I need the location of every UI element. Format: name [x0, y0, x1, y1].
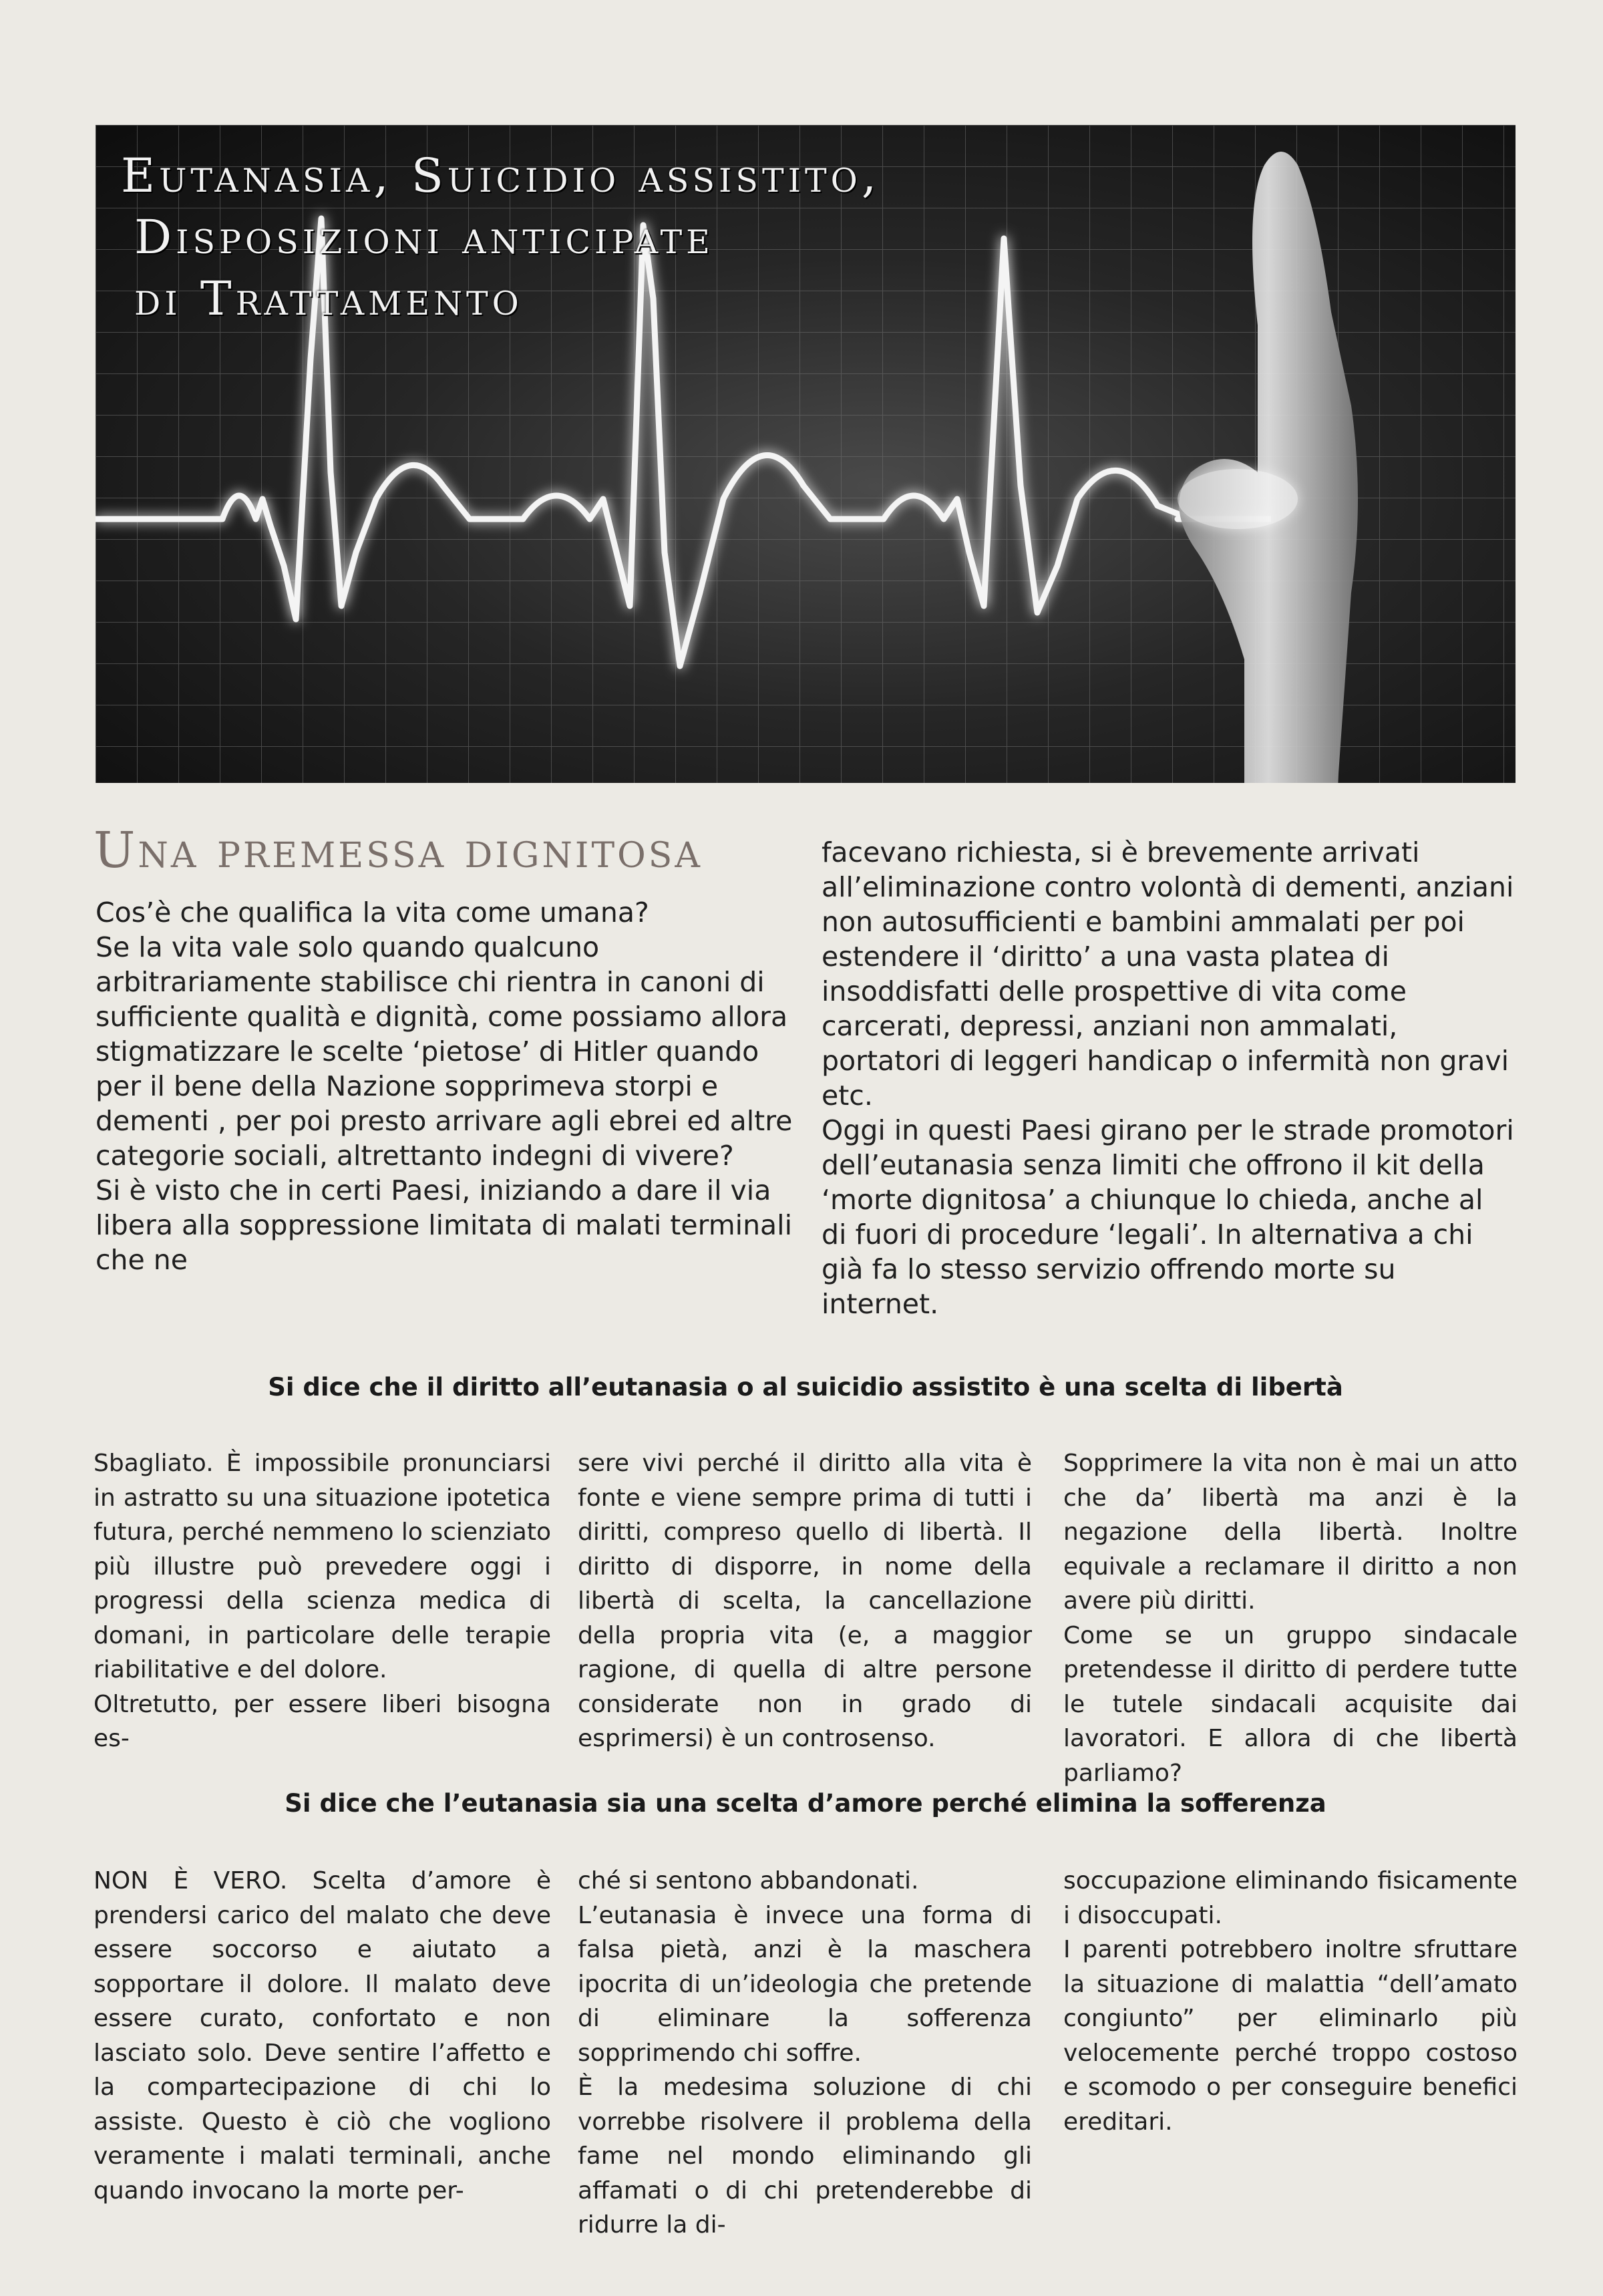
- amore-column-1: [94, 1864, 551, 2208]
- premessa-paragraph: facevano richiesta, si è brevemente arrivati all’eliminazione contro volontà di dementi, anziani non autosufficienti e bambini ammalati per poi estendere il ‘diritto’ a una vasta platea di insoddisfatti delle prospettive di vita come carcerati, depressi, anziani non ammalati, portatori di leggeri handicap o infermità non gravi etc.: [822, 836, 1514, 1112]
- premessa-paragraph: Si è visto che in certi Paesi, iniziando a dare il via libera alla soppressione limitata di malati terminali che ne: [96, 1174, 792, 1276]
- liberta-paragraph: Sopprimere la vita non è mai un atto che da’ libertà ma anzi è la negazione della libertà. Inoltre equivale a reclamare il diritto a non avere più diritti.: [1063, 1450, 1518, 1615]
- liberta-paragraph: Sbagliato. È impossibile pronunciarsi in astratto su una situazione ipotetica futura, perché nemmeno lo scienziato più illustre può prevedere oggi i progressi della scienza medica di domani, in particolare delle terapie riabilitative e del dolore.: [94, 1450, 552, 1683]
- section-amore-heading: Si dice che l’eutanasia sia una scelta d’amore perché elimina la sofferenza: [285, 1789, 1326, 1818]
- liberta-paragraph: sere vivi perché il diritto alla vita è fonte e viene sempre prima di tutti i diritti, compreso quello di libertà. Il diritto di disporre, in nome della libertà di scelta, la cancellazione della propria vita (e, a maggior ragione, di quella di altre persone considerate non in grado di esprimersi) è un controsenso.: [578, 1450, 1032, 1752]
- hero-title: [121, 145, 880, 329]
- liberta-paragraph: Oltretutto, per essere liberi bisogna es-: [94, 1690, 551, 1752]
- hero-title-line-1: Eutanasia, Suicidio assistito,: [121, 148, 881, 203]
- amore-column-2: [578, 1864, 1032, 2243]
- amore-paragraph: L’eutanasia è invece una forma di falsa pietà, anzi è la maschera ipocrita di un’ideologia che pretende di eliminare la sofferenza sopprimendo chi soffre.: [578, 1901, 1032, 2067]
- premessa-paragraph: Cos’è che qualifica la vita come umana?: [96, 896, 649, 929]
- section-liberta-heading: Si dice che il diritto all’eutanasia o al suicidio assistito è una scelta di libertà: [268, 1373, 1343, 1402]
- liberta-paragraph: Come se un gruppo sindacale pretendesse il diritto di perdere tutte le tutele sindacali acquisite dai lavoratori. E allora di che libertà parliamo?: [1063, 1621, 1518, 1787]
- hero-title-line-2: Disposizioni anticipate: [134, 210, 714, 265]
- amore-paragraph: soccupazione eliminando fisicamente i disoccupati.: [1063, 1867, 1518, 1929]
- liberta-column-2: [578, 1446, 1032, 1756]
- amore-paragraph: I parenti potrebbero inoltre sfruttare la situazione di malattia “dell’amato congiunto” per eliminarlo più velocemente perché troppo costoso e scomodo o per conseguire benefici ereditari.: [1063, 1936, 1518, 2136]
- premessa-right-column: [822, 835, 1516, 1321]
- liberta-column-3: [1063, 1446, 1518, 1790]
- premessa-paragraph: Oggi in questi Paesi girano per le strade promotori dell’eutanasia senza limiti che offrono il kit della ‘morte dignitosa’ a chiunque lo chieda, anche al di fuori di procedure ‘legali’. In alternativa a chi già fa lo stesso servizio offrendo morte su internet.: [822, 1114, 1514, 1320]
- premessa-title: Una premessa dignitosa: [94, 822, 703, 879]
- hero-banner: [96, 125, 1516, 783]
- amore-column-3: [1063, 1864, 1518, 2139]
- premessa-paragraph: Se la vita vale solo quando qualcuno arbitrariamente stabilisce chi rientra in canoni di sufficiente qualità e dignità, come possiamo allora stigmatizzare le scelte ‘pietose’ di Hitler quando per il bene della Nazione sopprimeva storpi e dementi , per poi presto arrivare agli ebrei ed altre categorie sociali, altrettanto indegni di vivere?: [96, 931, 793, 1172]
- amore-paragraph: NON È VERO. Scelta d’amore è prendersi carico del malato che deve essere soccorso e aiutato a sopportare il dolore. Il malato deve essere curato, confortato e non lasciato solo. Deve sentire l’affetto e la compartecipazione di chi lo assiste. Questo è ciò che vogliono veramente i malati terminali, anche quando invocano la morte per-: [94, 1867, 551, 2204]
- amore-paragraph: È la medesima soluzione di chi vorrebbe risolvere il problema della fame nel mondo eliminando gli affamati o di chi pretenderebbe di ridurre la di-: [578, 2074, 1032, 2239]
- premessa-left-column: [96, 895, 793, 1277]
- hero-title-line-3: di Trattamento: [134, 271, 523, 326]
- amore-paragraph: ché si sentono abbandonati.: [578, 1867, 919, 1895]
- liberta-column-1: [94, 1446, 551, 1756]
